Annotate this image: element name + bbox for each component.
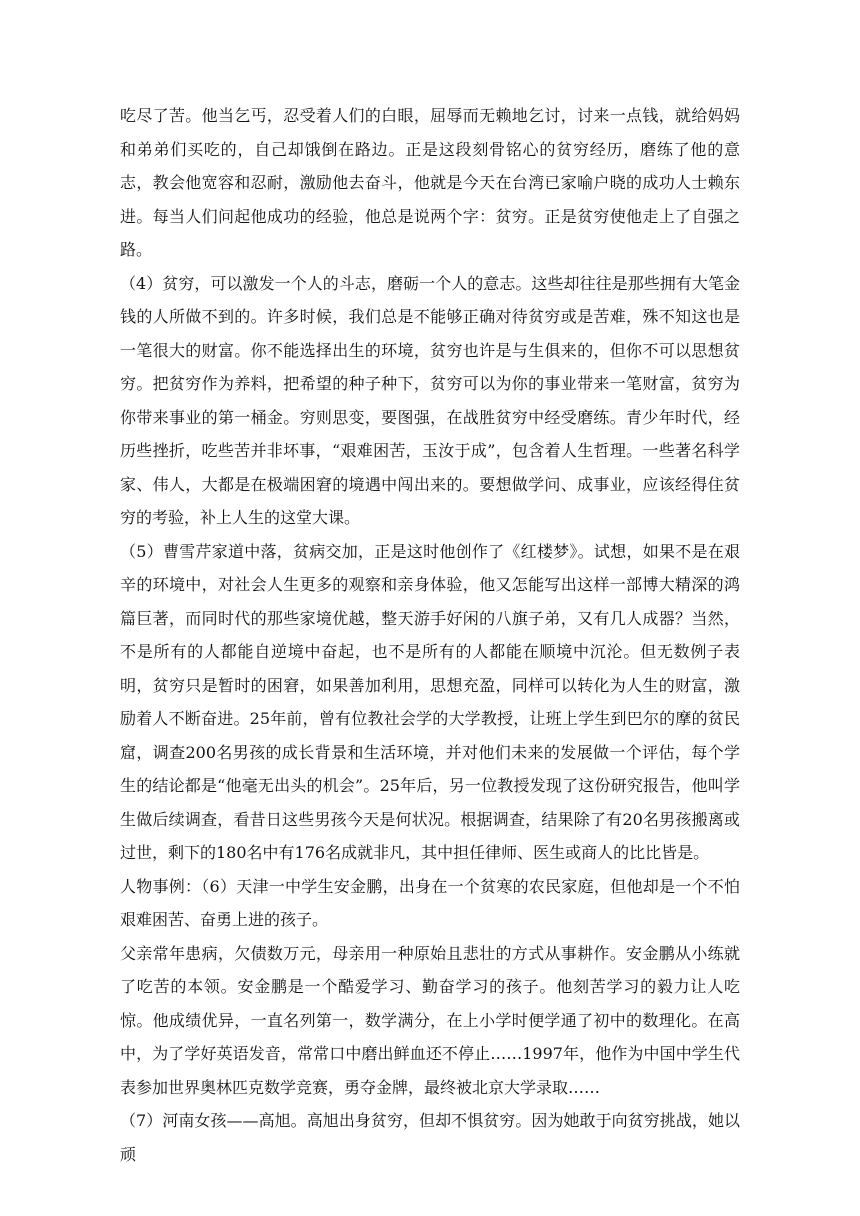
document-body [120,99,740,1171]
paragraph-6-anjinpeng-intro: 人物事例：（6）天津一中学生安金鹏，出身在一个贫寒的农民家庭，但他却是一个不怕艰难困苦、奋勇上进的孩子。 [120,876,740,929]
paragraph-5-caoxueqin: （5）曹雪芹家道中落，贫病交加，正是这时他创作了《红楼梦》。试想，如果不是在艰辛的环境中，对社会人生更多的观察和亲身体验，他又怎能写出这样一部博大精深的鸿篇巨著，而同时代的那些家境优越，整天游手好闲的八旗子弟，又有几人成器？当然，不是所有的人都能自逆境中奋起，也不是所有的人都能在顺境中沉沦。但无数例子表明，贫穷只是暂时的困窘，如果善加利用，思想充盈，同样可以转化为人生的财富，激励着人不断奋进。25年前，曾有位教社会学的大学教授，让班上学生到巴尔的摩的贫民窟，调查200名男孩的成长背景和生活环境，并对他们未来的发展做一个评估，每个学生的结论都是“他毫无出头的机会”。25年后，另一位教授发现了这份研究报告，他叫学生做后续调查，看昔日这些男孩今天是何状况。根据调查，结果除了有20名男孩搬离或过世，剩下的180名中有176名成就非凡，其中担任律师、医生或商人的比比皆是。 [120,541,740,862]
paragraph-laidongjin-story: 吃尽了苦。他当乞丐，忍受着人们的白眼，屈辱而无赖地乞讨，讨来一点钱，就给妈妈和弟弟们买吃的，自己却饿倒在路边。正是这段刻骨铭心的贫穷经历，磨练了他的意志，教会他宽容和忍耐，激励他去奋斗，他就是今天在台湾已家喻户晓的成功人士赖东进。每当人们问起他成功的经验，他总是说两个字：贫穷。正是贫穷使他走上了自强之路。 [120,106,740,259]
paragraph-anjinpeng-details: 父亲常年患病，欠债数万元，母亲用一种原始且悲壮的方式从事耕作。安金鹏从小练就了吃苦的本领。安金鹏是一个酷爱学习、勤奋学习的孩子。他刻苦学习的毅力让人吃惊。他成绩优异，一直名列第一，数学满分，在上小学时便学通了初中的数理化。在高中，为了学好英语发音，常常口中磨出鲜血还不停止……1997年，他作为中国中学生代表参加世界奥林匹克数学竞赛，勇夺金牌，最终被北京大学录取…… [120,943,740,1097]
paragraph-7-gaoxu: （7）河南女孩——高旭。高旭出身贫穷，但却不惧贫穷。因为她敢于向贫穷挑战，她以顽 [120,1111,740,1164]
paragraph-4-poverty-motivation: （4）贫穷，可以激发一个人的斗志，磨砺一个人的意志。这些却往往是那些拥有大笔金钱的人所做不到的。许多时候，我们总是不能够正确对待贫穷或是苦难，殊不知这也是一笔很大的财富。你不能选择出生的环境，贫穷也许是与生俱来的，但你不可以思想贫穷。把贫穷作为养料，把希望的种子种下，贫穷可以为你的事业带来一笔财富，贫穷为你带来事业的第一桶金。穷则思变，要图强，在战胜贫穷中经受磨练。青少年时代，经历些挫折，吃些苦并非坏事，“艰难困苦，玉汝于成”，包含着人生哲理。一些著名科学家、伟人，大都是在极端困窘的境遇中闯出来的。要想做学问、成事业，应该经得住贫穷的考验，补上人生的这堂大课。 [120,273,740,527]
